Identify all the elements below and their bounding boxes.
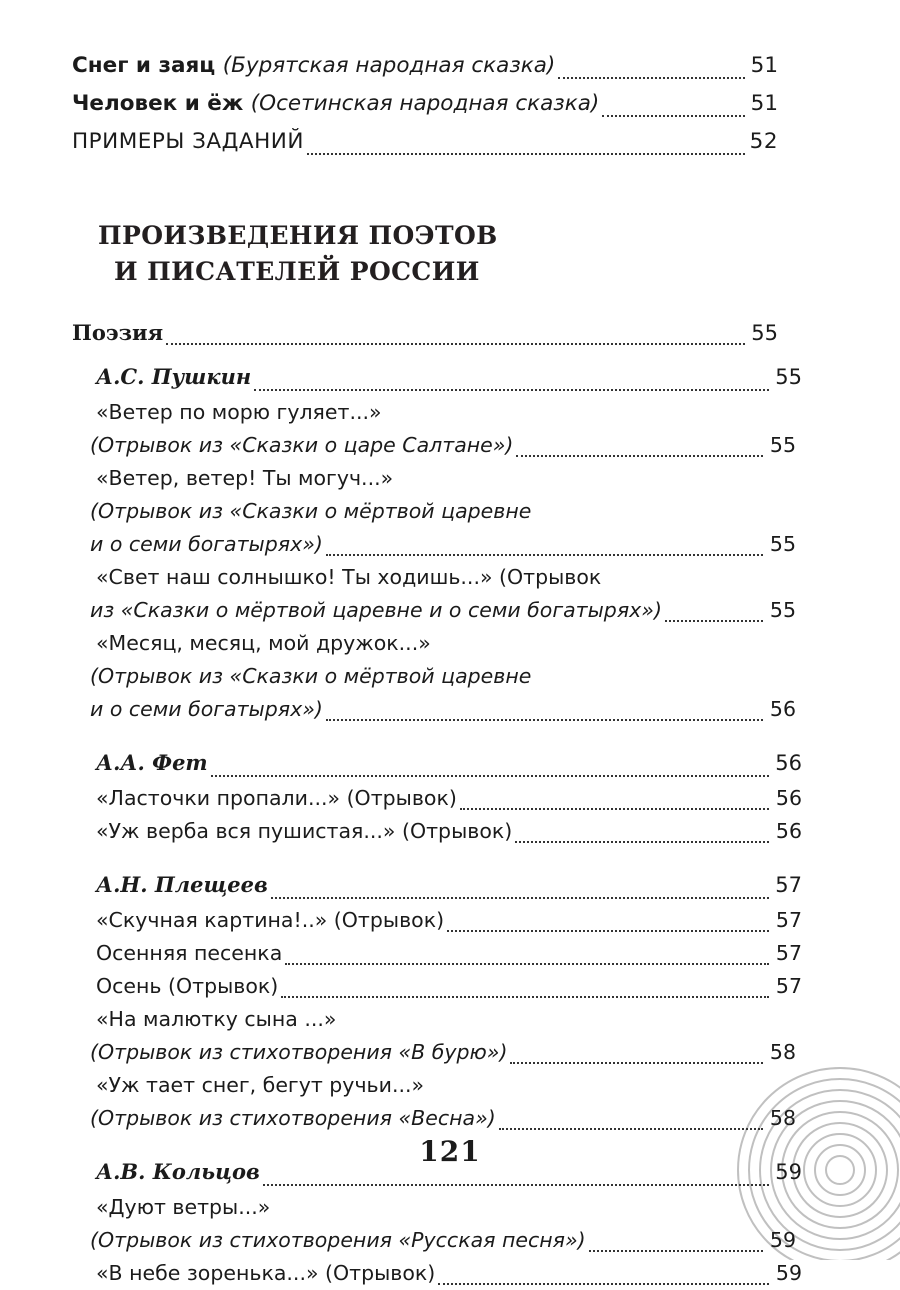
dot-leader — [254, 388, 769, 391]
dot-leader — [460, 807, 769, 810]
dot-leader — [602, 114, 745, 117]
toc-entry-text: «Уж верба вся пушистая...» (Отрывок) — [96, 819, 513, 843]
toc-author-page: 55 — [775, 365, 802, 389]
toc-entry-page: 57 — [775, 908, 802, 932]
toc-entry-text: «Месяц, месяц, мой дружок...» — [96, 631, 431, 655]
toc-entry-page: 59 — [769, 1228, 796, 1252]
toc-entry-text: «Ласточки пропали...» (Отрывок) — [96, 786, 457, 810]
toc-entry-line — [72, 462, 802, 495]
toc-entry[interactable] — [72, 1257, 802, 1290]
toc-entry-title: Снег и заяц — [72, 53, 223, 78]
toc-entry-text: «Ветер, ветер! Ты могуч...» — [96, 466, 394, 490]
toc-entry-page: 56 — [775, 819, 802, 843]
toc-entry-line — [72, 1069, 802, 1102]
toc-entry-text: «В небе зоренька...» (Отрывок) — [96, 1261, 436, 1285]
toc-entry[interactable] — [72, 1224, 796, 1257]
toc-entry-page: 59 — [775, 1261, 802, 1285]
toc-entry[interactable] — [72, 693, 796, 726]
toc-entry-text: «Ветер по морю гуляет...» — [96, 400, 382, 424]
toc-entry-page: 57 — [775, 941, 802, 965]
toc-author-fet[interactable] — [72, 744, 802, 782]
toc-entry-page: 57 — [775, 974, 802, 998]
section-heading — [72, 218, 778, 290]
toc-entry-text: из «Сказки о мёртвой царевне и о семи богатырях») — [90, 598, 662, 622]
dot-leader — [499, 1127, 763, 1130]
toc-entry-note: (Осетинская народная сказка) — [250, 91, 600, 116]
dot-leader — [326, 718, 763, 721]
toc-entry-line — [72, 627, 802, 660]
toc-entry-page: 52 — [749, 129, 778, 154]
toc-entry-text: «Свет наш солнышко! Ты ходишь...» (Отрывок — [96, 565, 602, 589]
toc-author-name: А.В. Кольцов — [96, 1159, 260, 1184]
toc-entry-page: 58 — [769, 1106, 796, 1130]
toc-entry-page: 55 — [769, 532, 796, 556]
toc-entry[interactable] — [72, 782, 802, 815]
toc-entry-text: «Уж тает снег, бегут ручьи...» — [96, 1073, 425, 1097]
toc-entry-note: (Бурятская народная сказка) — [222, 53, 556, 78]
toc-entry[interactable] — [72, 124, 778, 160]
toc-entry[interactable] — [72, 86, 778, 122]
spacer — [72, 848, 778, 858]
toc-entry-line — [72, 1191, 802, 1224]
toc-entry-line — [72, 396, 802, 429]
page-number: 121 — [419, 1135, 481, 1168]
toc-author-page: 57 — [775, 873, 802, 897]
toc-entry[interactable] — [72, 528, 796, 561]
toc-entry-text: (Отрывок из стихотворения «В бурю») — [90, 1040, 508, 1064]
toc-entry-page: 51 — [750, 53, 778, 78]
toc-entry-page: 55 — [769, 433, 796, 457]
toc-author-name: А.Н. Плещеев — [96, 872, 268, 897]
dot-leader — [307, 152, 745, 155]
toc-entry-text: (Отрывок из «Сказки о мёртвой царевне — [90, 664, 532, 688]
toc-entry-text: и о семи богатырях») — [90, 532, 323, 556]
toc-entry-page: 51 — [750, 91, 778, 116]
dot-leader — [589, 1249, 763, 1252]
dot-leader — [558, 76, 745, 79]
toc-entry[interactable] — [72, 970, 802, 1003]
dot-leader — [326, 553, 763, 556]
dot-leader — [438, 1282, 769, 1285]
table-of-contents — [72, 48, 802, 1290]
toc-entry-text: (Отрывок из «Сказки о царе Салтане») — [90, 433, 514, 457]
toc-entry-line — [72, 495, 796, 528]
toc-author-name: А.С. Пушкин — [96, 364, 252, 389]
toc-entry-title: Человек и ёж — [72, 91, 251, 116]
toc-entry[interactable] — [72, 937, 802, 970]
toc-author-name: А.А. Фет — [96, 750, 208, 775]
toc-entry-page: 58 — [769, 1040, 796, 1064]
spacer — [72, 726, 778, 736]
toc-entry[interactable] — [72, 1102, 796, 1135]
toc-entry[interactable] — [72, 1036, 796, 1069]
dot-leader — [447, 929, 769, 932]
toc-group-poetry[interactable] — [72, 316, 778, 350]
toc-entry-text: (Отрывок из стихотворения «Весна») — [90, 1106, 496, 1130]
toc-group-label: Поэзия — [72, 320, 164, 345]
toc-author-pleshcheev[interactable] — [72, 866, 802, 904]
toc-entry-title: ПРИМЕРЫ ЗАДАНИЙ — [72, 129, 304, 154]
toc-entry-text: Осень (Отрывок) — [96, 974, 279, 998]
dot-leader — [263, 1183, 769, 1186]
toc-entry-text: (Отрывок из стихотворения «Русская песня») — [90, 1228, 586, 1252]
dot-leader — [281, 995, 769, 998]
toc-entry-text: «Скучная картина!..» (Отрывок) — [96, 908, 445, 932]
toc-entry-text: (Отрывок из «Сказки о мёртвой царевне — [90, 499, 532, 523]
dot-leader — [665, 619, 763, 622]
toc-entry-line — [72, 660, 796, 693]
toc-entry-text: и о семи богатырях») — [90, 697, 323, 721]
dot-leader — [516, 454, 763, 457]
toc-entry-text: «Дуют ветры...» — [96, 1195, 271, 1219]
toc-entry-text: «На малютку сына ...» — [96, 1007, 337, 1031]
toc-entry-page: 56 — [769, 697, 796, 721]
toc-group-page: 55 — [751, 321, 778, 345]
toc-entry-line — [72, 1003, 802, 1036]
dot-leader — [510, 1061, 763, 1064]
toc-entry-line — [72, 561, 802, 594]
toc-top-block — [72, 48, 778, 160]
toc-entry[interactable] — [72, 904, 802, 937]
toc-entry[interactable] — [72, 429, 796, 462]
toc-entry[interactable] — [72, 594, 796, 627]
toc-entry-text: Осенняя песенка — [96, 941, 283, 965]
dot-leader — [271, 896, 769, 899]
toc-entry[interactable] — [72, 48, 778, 84]
toc-author-pushkin[interactable] — [72, 358, 802, 396]
toc-entry[interactable] — [72, 815, 802, 848]
section-heading-line-1: ПРОИЗВЕДЕНИЯ ПОЭТОВ — [98, 221, 498, 250]
dot-leader — [211, 774, 769, 777]
toc-author-page: 56 — [775, 751, 802, 775]
dot-leader — [166, 342, 745, 345]
toc-entry-page: 56 — [775, 786, 802, 810]
dot-leader — [515, 840, 769, 843]
toc-author-page: 59 — [775, 1160, 802, 1184]
section-heading-line-2: И ПИСАТЕЛЕЙ РОССИИ — [114, 257, 480, 286]
toc-entry-page: 55 — [769, 598, 796, 622]
dot-leader — [285, 962, 769, 965]
